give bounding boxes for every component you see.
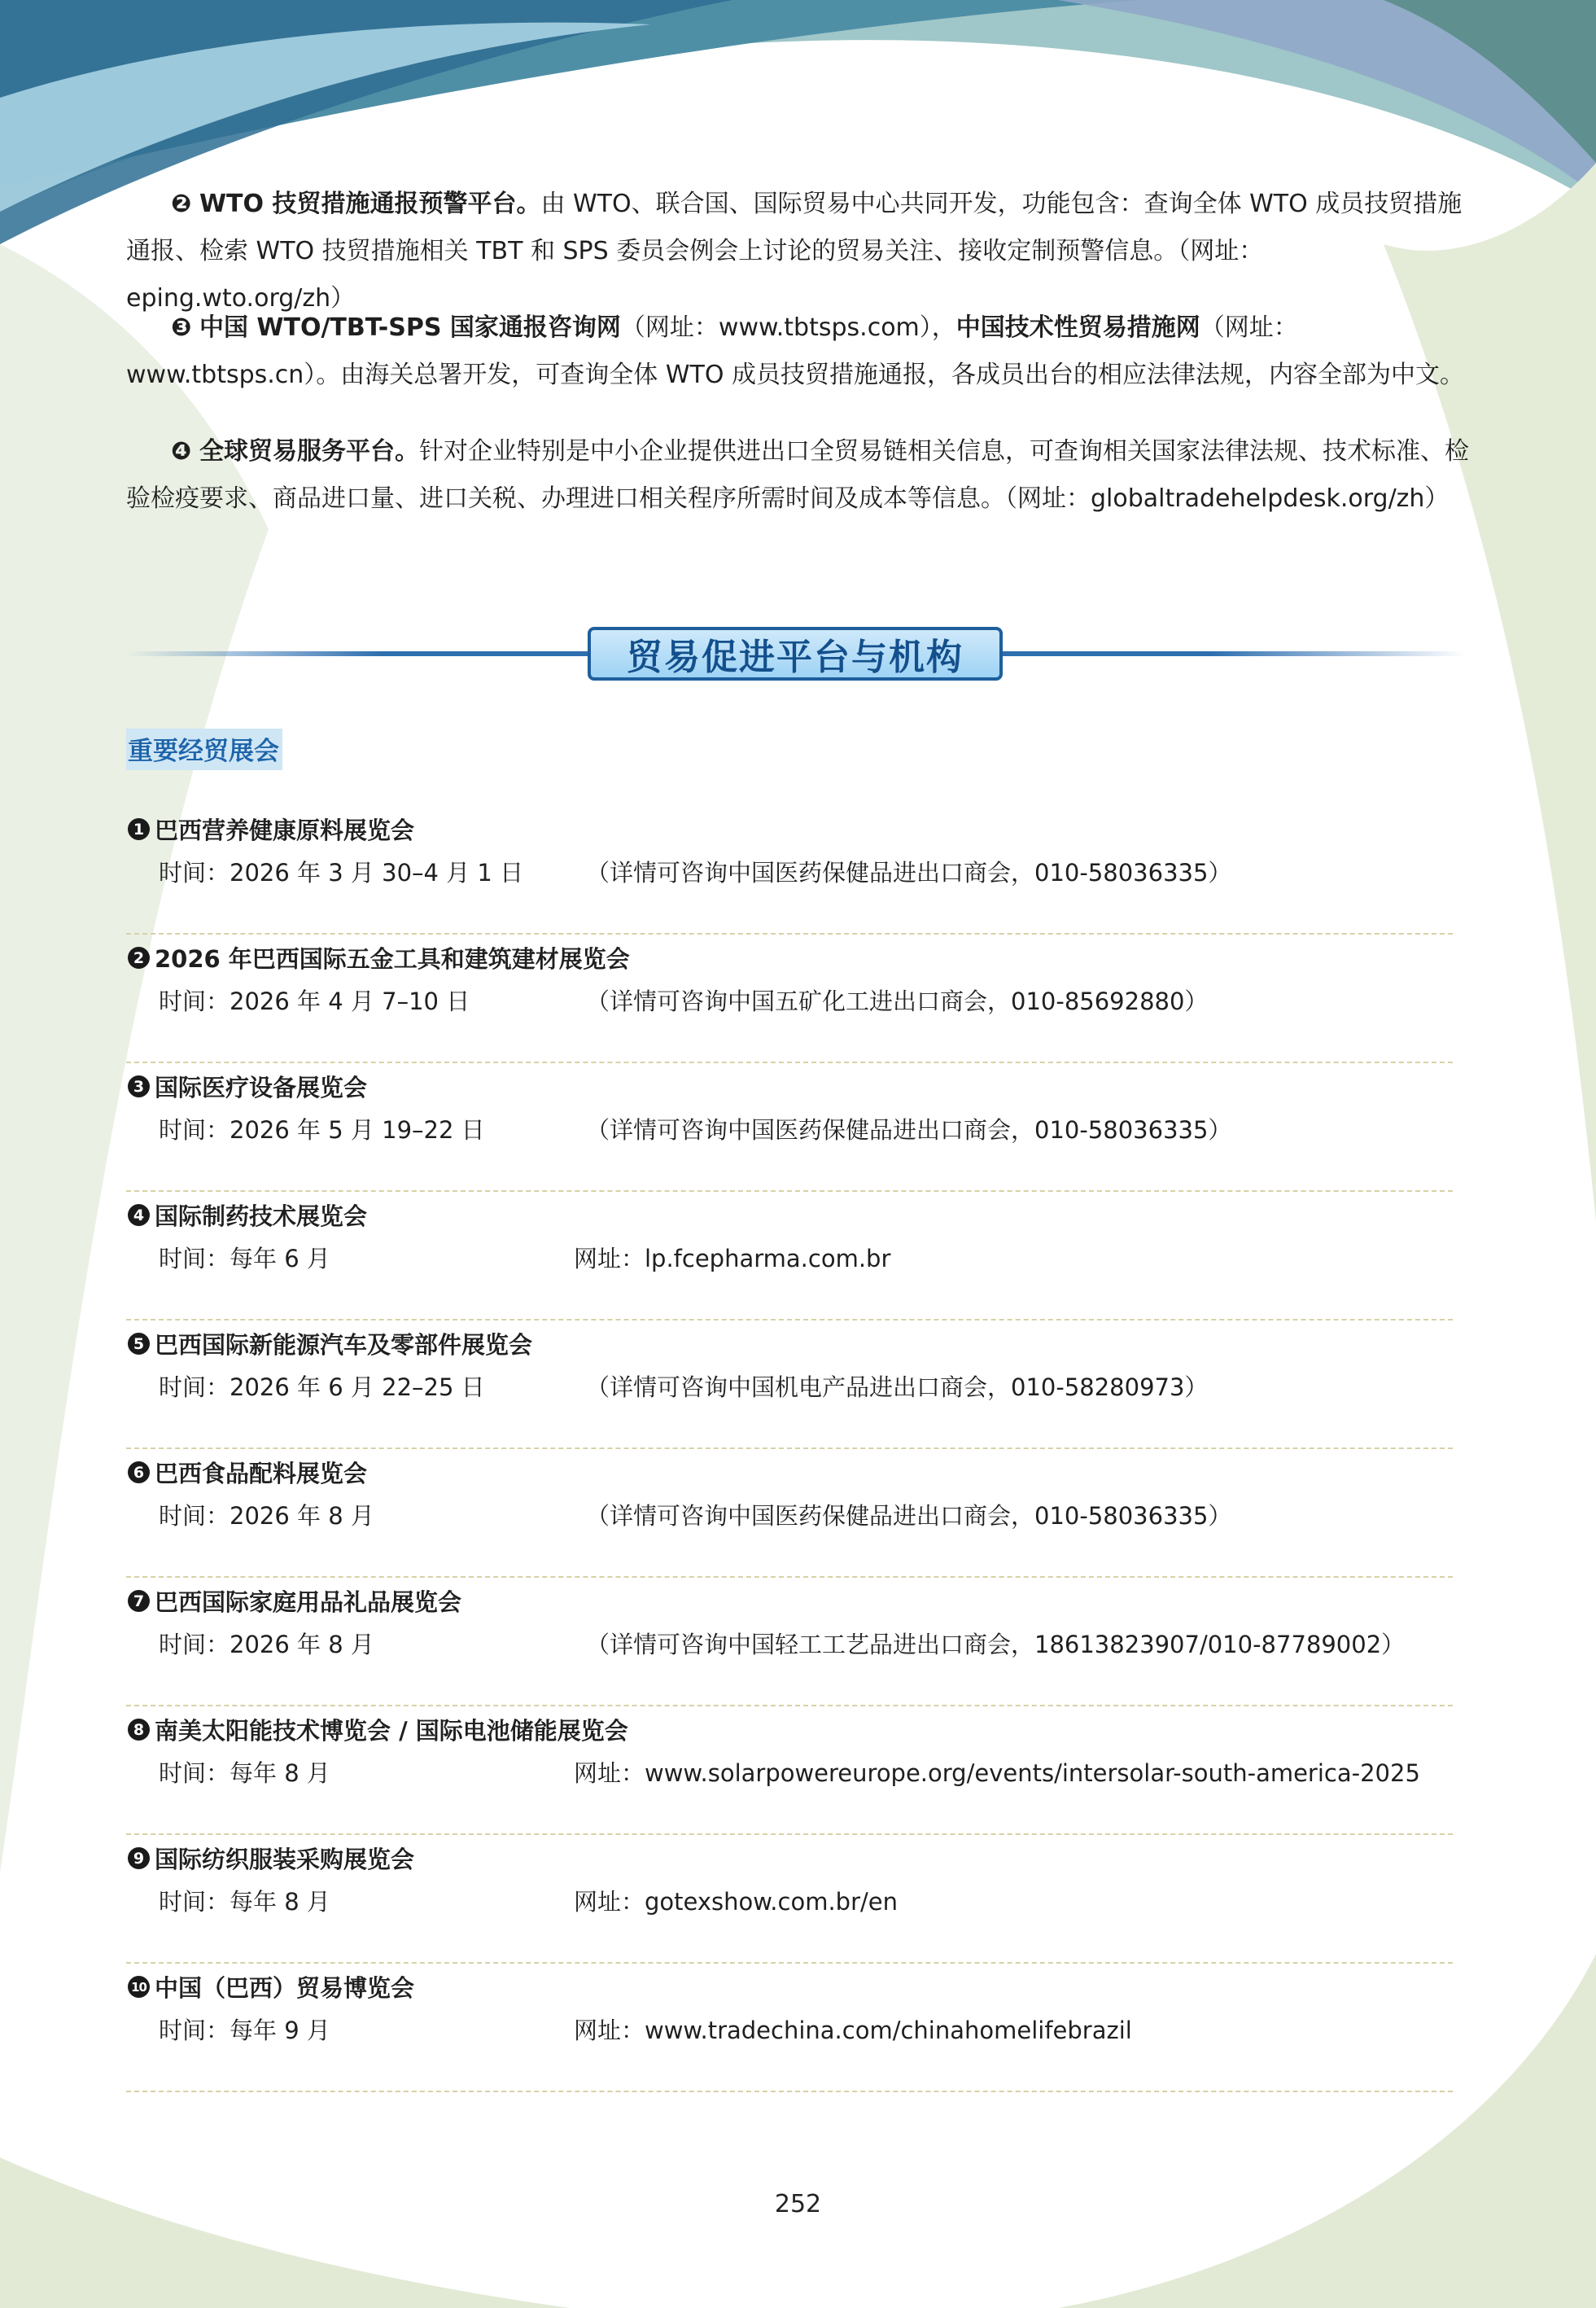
event-info: （详情可咨询中国医药保健品进出口商会，010-58036335） xyxy=(586,859,1232,887)
event-info: （详情可咨询中国机电产品进出口商会，010-58280973） xyxy=(586,1373,1209,1401)
event-title-text: 国际纺织服装采购展览会 xyxy=(155,1846,415,1873)
event-number: 5 xyxy=(128,1333,150,1355)
event-item xyxy=(126,806,1453,935)
section-divider-left xyxy=(126,651,590,656)
event-title xyxy=(128,1842,414,1875)
event-number: 10 xyxy=(128,1976,150,1998)
paragraph-eping xyxy=(126,181,1469,322)
event-item xyxy=(126,1449,1453,1578)
event-title-text: 巴西营养健康原料展览会 xyxy=(155,817,415,844)
event-title-text: 中国（巴西）贸易博览会 xyxy=(155,1974,415,2002)
paragraph-text-b: （网址：www.tbtsps.cn）。由海关总署开发，可查询全体 WTO 成员技贸措施通报，各成员出台的相应法律法规，内容全部为中文。 xyxy=(126,313,1464,389)
paragraph-bold-title: 全球贸易服务平台。 xyxy=(199,437,419,466)
event-number: 6 xyxy=(128,1461,150,1483)
event-item xyxy=(126,1063,1453,1192)
page-number: 252 xyxy=(774,2190,822,2218)
event-number: 3 xyxy=(128,1075,150,1097)
event-info: （详情可咨询中国医药保健品进出口商会，010-58036335） xyxy=(586,1502,1232,1530)
section-title: 贸易促进平台与机构 xyxy=(588,627,1003,681)
paragraph-bold-title: 中国 WTO/TBT-SPS 国家通报咨询网 xyxy=(199,313,621,342)
paragraph-marker: ❷ xyxy=(171,190,192,218)
event-title-text: 国际制药技术展览会 xyxy=(155,1202,368,1230)
section-divider-right xyxy=(1001,651,1465,656)
paragraph-tbtsps xyxy=(126,304,1469,399)
event-item xyxy=(126,935,1453,1063)
event-title xyxy=(128,1327,532,1360)
event-title xyxy=(128,1456,367,1489)
paragraph-text: （网址：www.tbtsps.com）， xyxy=(620,313,956,342)
sub-heading: 重要经贸展会 xyxy=(126,729,282,770)
event-title-text: 国际医疗设备展览会 xyxy=(155,1074,368,1101)
event-title-text: 巴西食品配料展览会 xyxy=(155,1460,368,1487)
event-website: 网址：gotexshow.com.br/en xyxy=(574,1888,898,1916)
event-item xyxy=(126,1964,1453,2092)
event-title-text: 巴西国际家庭用品礼品展览会 xyxy=(155,1588,462,1616)
event-title xyxy=(128,941,630,974)
event-website: 网址：www.solarpowereurope.org/events/intersolar-south-america-2025 xyxy=(574,1759,1420,1787)
paragraph-text: 由 WTO、联合国、国际贸易中心共同开发，功能包含：查询全体 WTO 成员技贸措施通报、检索 WTO 技贸措施相关 TBT 和 SPS 委员会例会上讨论的贸易关注、接收定制预警信息。（网址：eping.wto.org/zh） xyxy=(126,190,1463,313)
event-item xyxy=(126,1320,1453,1449)
event-number: 1 xyxy=(128,818,150,840)
event-time: 时间：2026 年 4 月 7–10 日 xyxy=(159,988,470,1015)
event-title xyxy=(128,812,414,846)
event-title xyxy=(128,1584,461,1618)
event-website: 网址：lp.fcepharma.com.br xyxy=(574,1245,891,1272)
event-info: （详情可咨询中国五矿化工进出口商会，010-85692880） xyxy=(586,988,1209,1015)
paragraph-helpdesk xyxy=(126,428,1469,523)
event-time: 时间：每年 8 月 xyxy=(159,1759,330,1787)
event-title xyxy=(128,1198,367,1232)
event-item xyxy=(126,1578,1453,1706)
event-time: 时间：2026 年 8 月 xyxy=(159,1631,374,1658)
event-item xyxy=(126,1835,1453,1964)
event-time: 时间：2026 年 5 月 19–22 日 xyxy=(159,1116,485,1144)
event-time: 时间：每年 9 月 xyxy=(159,2017,330,2044)
event-info: （详情可咨询中国轻工工艺品进出口商会，18613823907/010-87789002） xyxy=(586,1631,1406,1658)
event-time: 时间：2026 年 8 月 xyxy=(159,1502,374,1530)
event-time: 时间：每年 6 月 xyxy=(159,1245,330,1272)
paragraph-bold-title: WTO 技贸措施通报预警平台。 xyxy=(199,190,541,218)
event-info: （详情可咨询中国医药保健品进出口商会，010-58036335） xyxy=(586,1116,1232,1144)
event-item xyxy=(126,1192,1453,1320)
event-title-text: 2026 年巴西国际五金工具和建筑建材展览会 xyxy=(155,945,630,973)
event-number: 7 xyxy=(128,1590,150,1612)
event-number: 4 xyxy=(128,1204,150,1226)
paragraph-marker: ❹ xyxy=(171,437,192,466)
paragraph-text: 针对企业特别是中小企业提供进出口全贸易链相关信息，可查询相关国家法律法规、技术标准、检验检疫要求、商品进口量、进口关税、办理进口相关程序所需时间及成本等信息。（网址：globaltradehelpdesk.org/zh） xyxy=(126,437,1469,513)
event-time: 时间：每年 8 月 xyxy=(159,1888,330,1916)
event-number: 2 xyxy=(128,947,150,969)
event-time: 时间：2026 年 3 月 30–4 月 1 日 xyxy=(159,859,524,887)
event-item xyxy=(126,1706,1453,1835)
event-title xyxy=(128,1970,414,2004)
event-website: 网址：www.tradechina.com/chinahomelifebrazil xyxy=(574,2017,1132,2044)
event-title xyxy=(128,1070,367,1103)
paragraph-bold-title-b: 中国技术性贸易措施网 xyxy=(955,313,1200,342)
event-number: 9 xyxy=(128,1847,150,1869)
event-title-text: 巴西国际新能源汽车及零部件展览会 xyxy=(155,1331,533,1359)
event-number: 8 xyxy=(128,1719,150,1741)
events-list xyxy=(126,806,1453,2092)
paragraph-marker: ❸ xyxy=(171,313,192,342)
event-title-text: 南美太阳能技术博览会 / 国际电池储能展览会 xyxy=(155,1717,628,1745)
event-time: 时间：2026 年 6 月 22–25 日 xyxy=(159,1373,485,1401)
event-title xyxy=(128,1713,628,1746)
